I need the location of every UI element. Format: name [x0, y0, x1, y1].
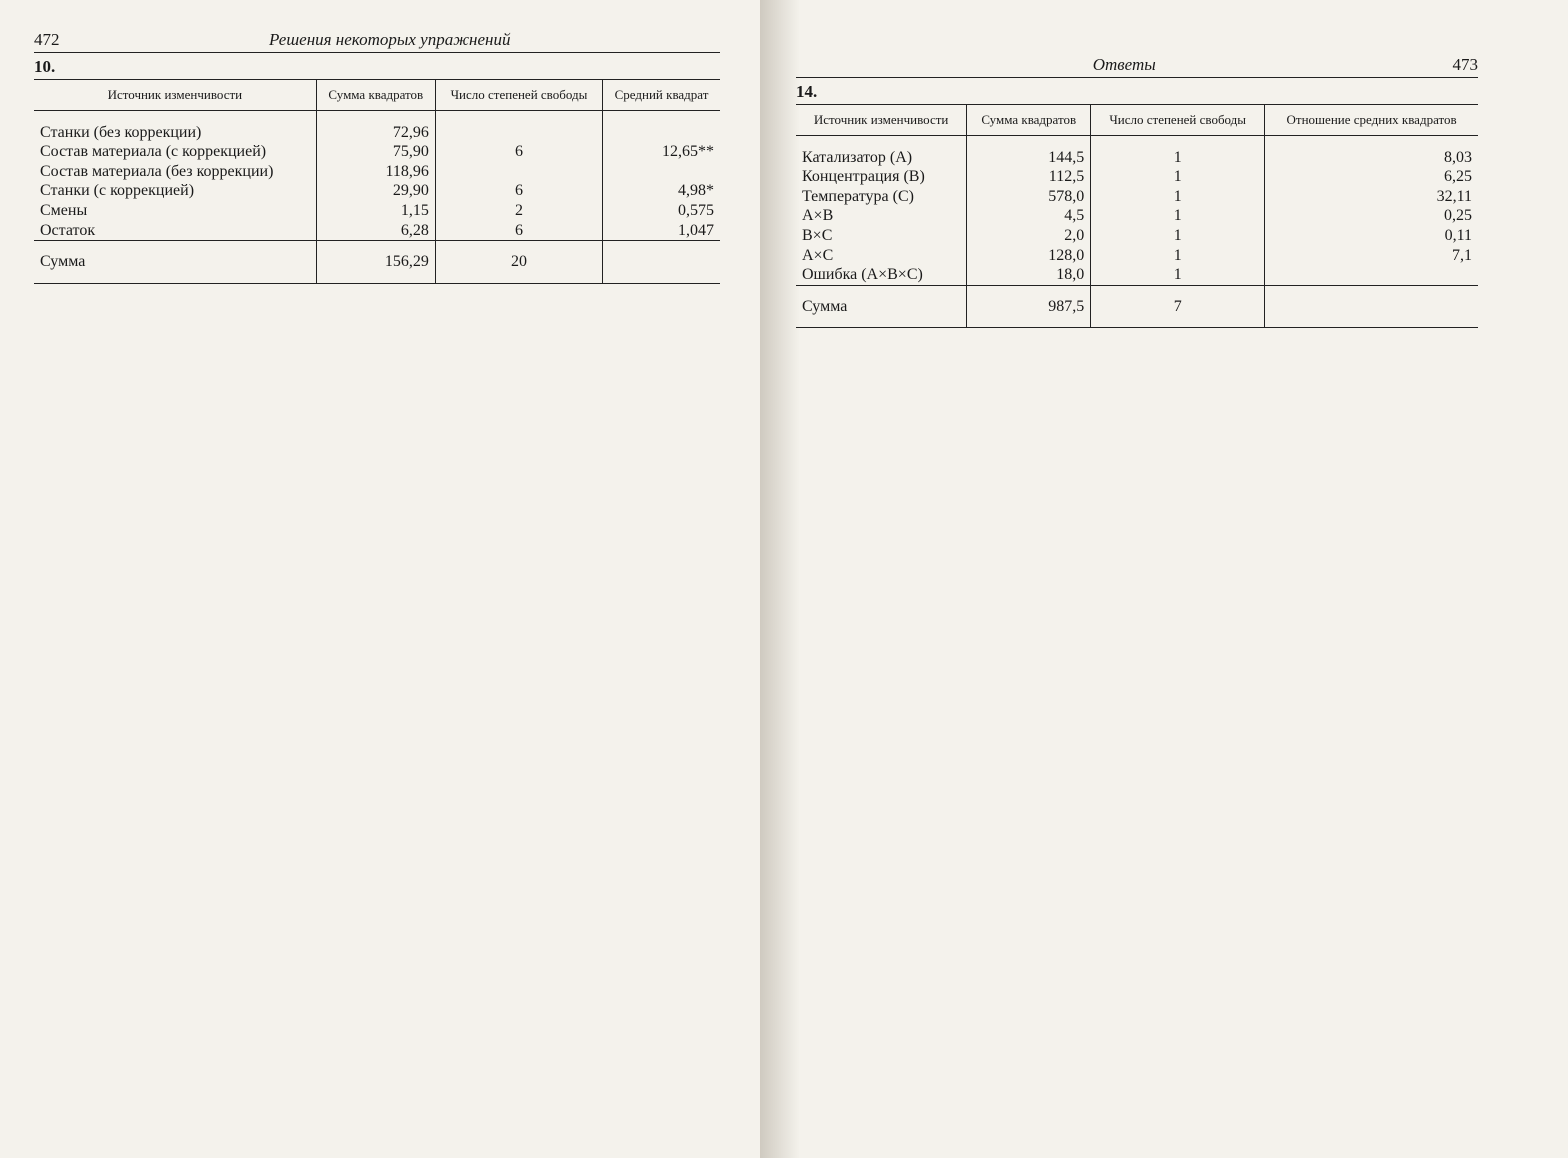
row-label: Смены	[40, 202, 88, 220]
table-row	[34, 221, 720, 241]
cell-value: 6,25	[1265, 167, 1478, 187]
cell-value: 4,5	[967, 206, 1091, 226]
table-body	[34, 110, 720, 283]
cell-value: 0,575	[603, 201, 720, 221]
anova-table-14	[796, 104, 1478, 328]
cell-value: 29,90	[316, 181, 435, 201]
cell-value: 1	[1091, 246, 1265, 266]
row-label: B×C	[802, 227, 833, 245]
cell-value: 118,96	[316, 162, 435, 182]
col-header: Сумма квадратов	[967, 105, 1091, 136]
cell-value: 0,11	[1265, 226, 1478, 246]
table-row	[796, 148, 1478, 168]
total-value: 20	[435, 241, 602, 284]
cell-value: 1	[1091, 206, 1265, 226]
cell-value: 1	[1091, 167, 1265, 187]
right-running-head	[796, 55, 1478, 78]
row-label: Ошибка (A×B×C)	[802, 266, 923, 284]
cell-value: 75,90	[316, 142, 435, 162]
cell-value: 1	[1091, 187, 1265, 207]
col-header: Источник изменчивости	[34, 80, 316, 111]
cell-value: 1	[1091, 226, 1265, 246]
anova-table-10	[34, 79, 720, 284]
total-label: Сумма	[796, 285, 967, 328]
row-label: Состав материала (с коррекцией)	[40, 143, 267, 161]
col-header: Число степеней свободы	[435, 80, 602, 111]
cell-value: 6	[435, 221, 602, 241]
cell-value: 18,0	[967, 265, 1091, 285]
cell-value: 7,1	[1265, 246, 1478, 266]
row-label: Остаток	[40, 221, 96, 239]
row-label: Станки (с коррекцией)	[40, 182, 195, 200]
cell-value: 12,65**	[603, 142, 720, 162]
cell-value: 32,11	[1265, 187, 1478, 207]
row-label: Станки (без коррекции)	[40, 123, 202, 141]
total-value: 987,5	[967, 285, 1091, 328]
cell-value	[603, 123, 720, 143]
total-label: Сумма	[34, 241, 316, 284]
total-value: 7	[1091, 285, 1265, 328]
exercise-number: 14.	[796, 82, 818, 101]
cell-value: 6	[435, 181, 602, 201]
table-row	[796, 226, 1478, 246]
cell-value: 8,03	[1265, 148, 1478, 168]
cell-value: 6	[435, 142, 602, 162]
cell-value: 2	[435, 201, 602, 221]
cell-value: 4,98*	[603, 181, 720, 201]
col-header: Источник изменчивости	[796, 105, 967, 136]
table-row	[34, 162, 720, 182]
cell-value	[435, 162, 602, 182]
cell-value: 6,28	[316, 221, 435, 241]
cell-value: 1,047	[603, 221, 720, 241]
table-row	[796, 206, 1478, 226]
cell-value	[603, 162, 720, 182]
total-value	[1265, 285, 1478, 328]
cell-value: 1,15	[316, 201, 435, 221]
total-row	[34, 241, 720, 284]
col-header: Сумма квадратов	[316, 80, 435, 111]
cell-value: 112,5	[967, 167, 1091, 187]
table-row	[34, 123, 720, 143]
table-row	[796, 265, 1478, 285]
page-number: 472	[34, 30, 60, 49]
cell-value: 1	[1091, 148, 1265, 168]
running-title: Ответы	[1092, 55, 1156, 74]
row-label: Температура (C)	[802, 187, 914, 205]
table-body	[796, 135, 1478, 328]
total-value	[603, 241, 720, 284]
cell-value: 144,5	[967, 148, 1091, 168]
right-page	[760, 0, 1568, 1158]
row-label: Концентрация (B)	[802, 168, 925, 186]
col-header: Число степеней свободы	[1091, 105, 1265, 136]
table-row	[34, 201, 720, 221]
running-title: Решения некоторых упражнений	[269, 30, 511, 49]
table-row	[34, 142, 720, 162]
row-label: Состав материала (без коррекции)	[40, 162, 274, 180]
cell-value: 72,96	[316, 123, 435, 143]
cell-value: 0,25	[1265, 206, 1478, 226]
col-header: Отношение средних квадратов	[1265, 105, 1478, 136]
cell-value: 578,0	[967, 187, 1091, 207]
col-header: Средний квадрат	[603, 80, 720, 111]
page-number: 473	[1452, 55, 1478, 74]
table-row	[34, 181, 720, 201]
row-label: Катализатор (A)	[802, 148, 913, 166]
total-row	[796, 285, 1478, 328]
table-row	[796, 246, 1478, 266]
cell-value	[435, 123, 602, 143]
row-label: A×C	[802, 246, 834, 264]
exercise-number: 10.	[34, 57, 56, 76]
cell-value: 128,0	[967, 246, 1091, 266]
cell-value	[1265, 265, 1478, 285]
cell-value: 2,0	[967, 226, 1091, 246]
cell-value: 1	[1091, 265, 1265, 285]
table-row	[796, 187, 1478, 207]
table-row	[796, 167, 1478, 187]
total-value: 156,29	[316, 241, 435, 284]
left-page	[0, 0, 760, 1158]
row-label: A×B	[802, 207, 834, 225]
left-running-head	[34, 30, 720, 53]
